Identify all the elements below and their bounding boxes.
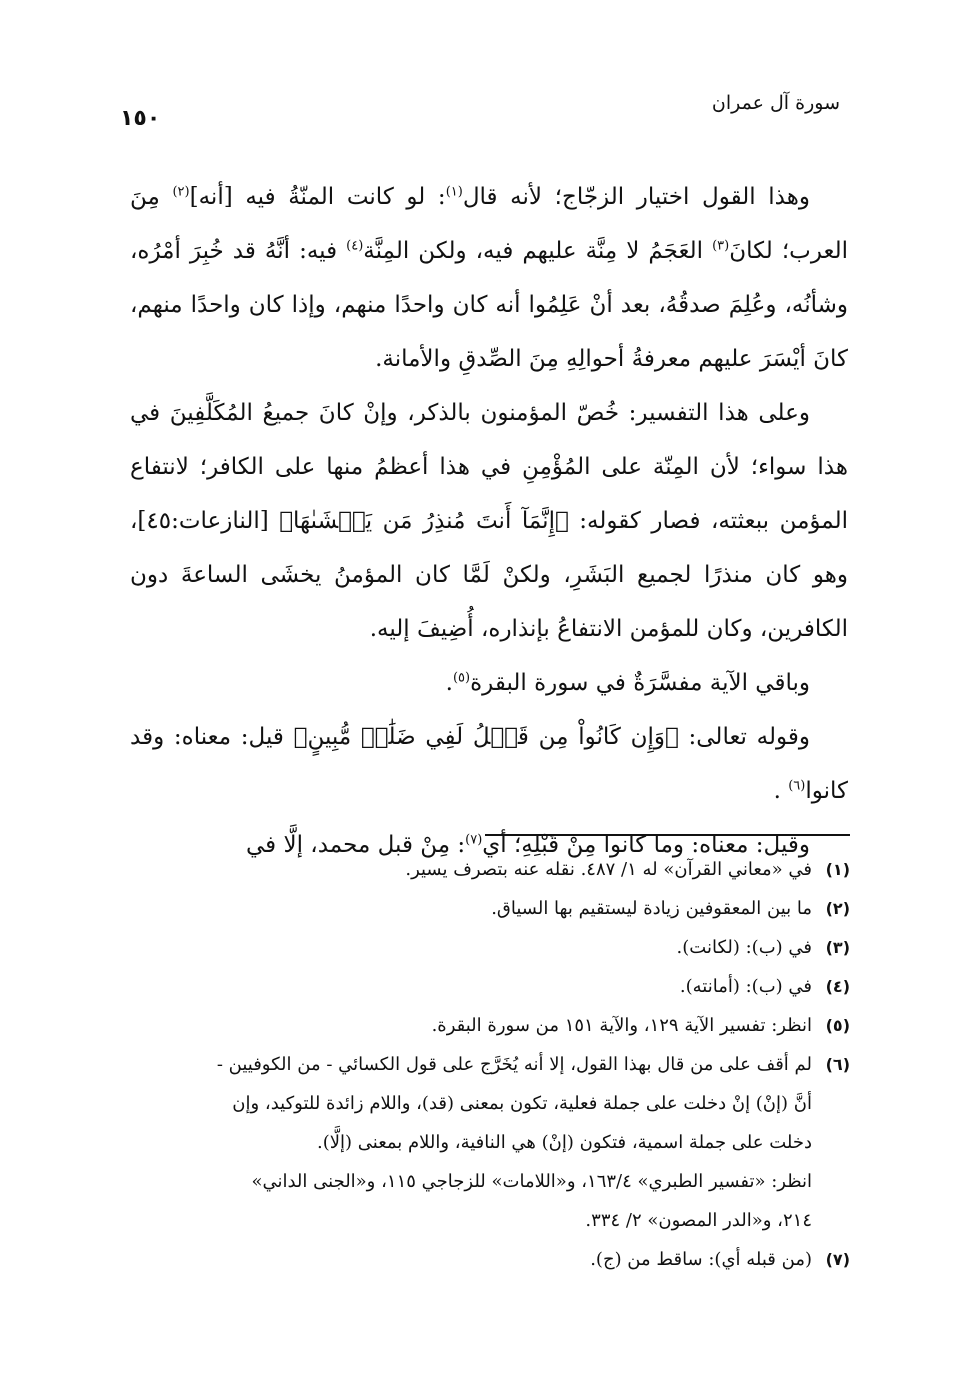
footnote-item	[128, 1240, 850, 1279]
text-run: : مِنْ قبل محمد، إلَّا في	[246, 832, 466, 858]
footnote-number: (٧)	[825, 1250, 850, 1269]
text-run: وقيل: معناه: وما كانوا مِنْ قَبْلِهِ؛ أي	[482, 832, 810, 858]
footnote-line: أنَّ (إنْ) إنْ دخلت على جملة فعلية، تكون بمعنى (قد)، واللام زائدة للتوكيد، وإن	[232, 1093, 812, 1114]
text-run: العَجَمُ لا مِنَّة عليهم فيه، ولكن المِنَّة	[363, 238, 713, 264]
text-run: وقوله تعالى:	[678, 724, 810, 750]
footnote-number: (٣)	[825, 938, 850, 957]
footnote-line: في (ب): (أمانته).	[679, 976, 812, 997]
footnote-item	[128, 1006, 850, 1045]
footnote-line: انظر: «تفسير الطبري» ١٦٣/٤، و«اللامات» للزجاجي ١١٥، و«الجنى الداني»	[251, 1171, 812, 1192]
page-header	[120, 92, 840, 142]
footnote-text	[128, 967, 812, 1006]
paragraph-2	[130, 386, 848, 656]
footnote-ref-2[interactable]: (٢)	[172, 184, 190, 200]
footnote-line: (من قبله أي): ساقط من (ج).	[590, 1249, 812, 1270]
footnote-item	[128, 850, 850, 889]
text-run: وعلى هذا التفسير: خُصّ المؤمنون بالذكر، وإنْ كانَ جميعُ المُكَلَّفِينَ في هذا سواء؛ لأن المِنّة على المُؤْمِنِ في هذا أعظمُ منها على الكافر؛ لانتفاع المؤمن ببعثته، فصار كقوله:	[130, 400, 848, 534]
footnote-item	[128, 1045, 850, 1240]
paragraph-4	[130, 710, 848, 818]
footnote-text	[128, 850, 812, 889]
text-run: فيه: أنَّهُ قد خُبِرَ أمْرُه، وشأنُه، وعُلِمَ صدقُهُ، بعد أنْ عَلِمُوا أنه كان واحدًا منهم، وإذا كان واحدًا منهم، كانَ أيْسَرَ عليهم معرفةُ أحوالِهِ مِنَ الصِّدقِ والأمانة.	[130, 238, 848, 372]
footnote-line: لم أقف على من قال بهذا القول، إلا أنه يُخَرَّج على قول الكسائي - من الكوفيين -	[216, 1054, 812, 1075]
running-title: سورة آل عمران	[711, 92, 840, 114]
footnote-number: (٦)	[825, 1055, 850, 1074]
footnote-number: (٥)	[825, 1016, 850, 1035]
paragraph-1	[130, 170, 848, 386]
footnote-item	[128, 967, 850, 1006]
footnote-text	[128, 1240, 812, 1279]
footnote-number: (٢)	[825, 899, 850, 918]
page-number: ١٥٠	[120, 106, 161, 131]
footnote-separator	[485, 834, 850, 836]
text-run: قيل: معناه: وقد كانوا	[130, 724, 848, 804]
text-run: مِنَ العرب؛ لكانَ	[130, 184, 848, 264]
footnote-text	[128, 1045, 812, 1240]
main-text	[130, 170, 848, 872]
footnote-text	[128, 1006, 812, 1045]
footnote-item	[128, 928, 850, 967]
paragraph-3	[130, 656, 848, 710]
footnote-line: دخلت على جملة اسمية، فتكون (إنْ) هي النافية، واللام بمعنى (إلَّا).	[317, 1132, 812, 1153]
text-run: : لو كانت المنّةُ فيه [أنه]	[189, 184, 446, 210]
footnote-line: في (ب): (لكانت).	[676, 937, 812, 958]
quran-verse: ﴿وَإِن كَانُواْ مِن قَبۡلُ لَفِي ضَلَٰلٖ مُّبِينٍ﴾	[293, 724, 679, 750]
text-run: وباقي الآية مفسَّرَةٌ في سورة البقرة	[470, 670, 810, 696]
footnote-line: ٢١٤، و«الدر المصون» ٢/ ٣٣٤.	[585, 1210, 812, 1231]
text-run: .	[445, 670, 453, 696]
footnote-number: (٤)	[825, 977, 850, 996]
text-run: .	[773, 778, 789, 804]
footnote-ref-4[interactable]: (٤)	[346, 238, 364, 254]
footnote-text	[128, 889, 812, 928]
footnote-ref-5[interactable]: (٥)	[452, 670, 471, 686]
footnote-ref-6[interactable]: (٦)	[788, 778, 806, 794]
footnote-number: (١)	[825, 860, 850, 879]
footnote-line: ما بين المعقوفين زيادة ليستقيم بها السياق.	[491, 898, 812, 919]
footnote-ref-1[interactable]: (١)	[445, 184, 463, 200]
footnote-ref-3[interactable]: (٣)	[712, 238, 730, 254]
quran-verse: ﴿إِنَّمَآ أَنتَ مُنذِرُ مَن يَخۡشَىٰهَا﴾	[279, 508, 569, 534]
footnote-line: في «معاني القرآن» له ١/ ٤٨٧. نقله عنه بتصرف يسير.	[405, 859, 812, 880]
text-run: وهذا القول اختيار الزجّاج؛ لأنه قال	[462, 184, 810, 210]
footnote-text	[128, 928, 812, 967]
footnote-ref-7[interactable]: (٧)	[465, 832, 483, 848]
footnote-item	[128, 889, 850, 928]
text-run: [النازعات:٤٥]، وهو كان منذرًا لجميع البَشَرِ، ولكنْ لَمَّا كان المؤمنُ يخشَى الساعةَ دون الكافرين، وكان للمؤمن الانتفاعُ بإنذاره، أُضِيفَ إليه.	[130, 508, 848, 642]
footnote-line: انظر: تفسير الآية ١٢٩، والآية ١٥١ من سورة البقرة.	[431, 1015, 812, 1036]
footnotes	[128, 850, 850, 1279]
